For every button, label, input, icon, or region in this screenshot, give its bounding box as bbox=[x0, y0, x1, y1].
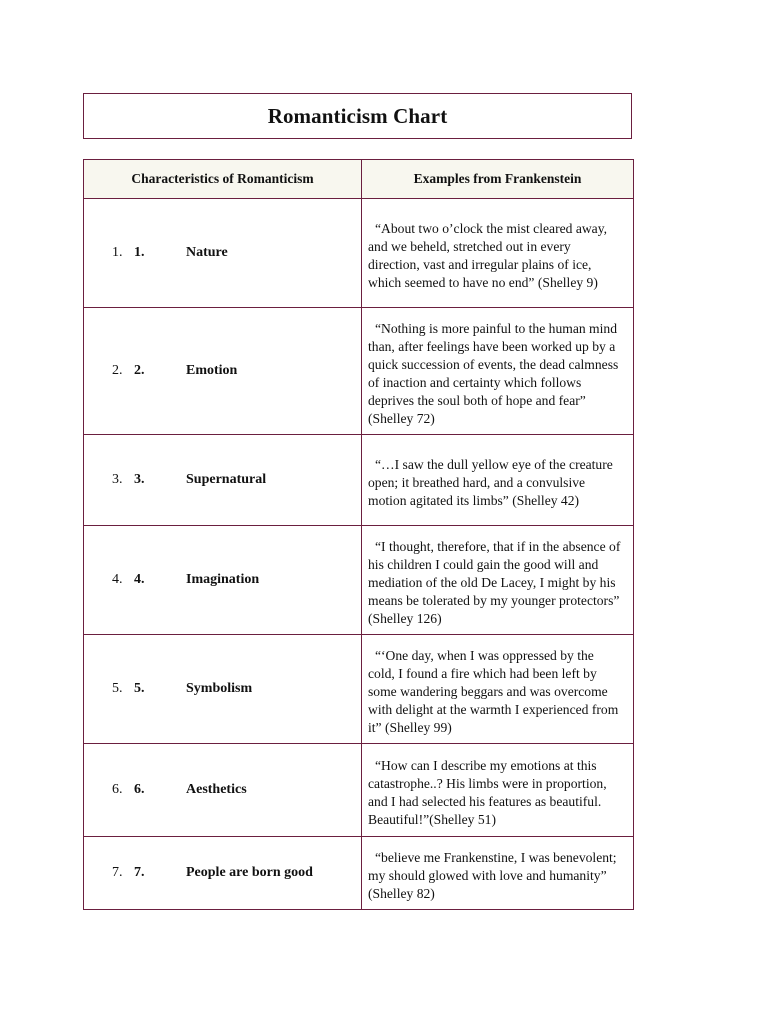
characteristic-cell bbox=[84, 526, 362, 635]
example-cell bbox=[362, 744, 634, 837]
characteristic-name: People are born good bbox=[186, 865, 313, 880]
table-row bbox=[84, 744, 634, 837]
example-cell bbox=[362, 635, 634, 744]
row-number: 3. bbox=[112, 472, 123, 487]
example-quote: “How can I describe my emotions at this catastrophe..? His limbs were in proportion, and I had selected his features as beautiful. Beautiful!”(Shelley 51) bbox=[368, 757, 607, 827]
row-number: 1. bbox=[112, 245, 123, 260]
example-quote: “…I saw the dull yellow eye of the creature open; it breathed hard, and a convulsive motion agitated its limbs” (Shelley 42) bbox=[368, 456, 613, 508]
row-number: 5. bbox=[112, 681, 123, 696]
table-row bbox=[84, 635, 634, 744]
romanticism-table bbox=[83, 159, 634, 910]
example-cell bbox=[362, 199, 634, 308]
characteristic-name: Supernatural bbox=[186, 472, 267, 487]
column-header-examples: Examples from Frankenstein bbox=[362, 160, 634, 199]
characteristic-cell bbox=[84, 837, 362, 910]
row-number-bold: 3. bbox=[134, 472, 145, 487]
page-title: Romanticism Chart bbox=[267, 103, 448, 128]
example-quote: “‘One day, when I was oppressed by the cold, I found a fire which had been left by some wandering beggars and was overcome with delight at the warmth I experienced from it” (Shelley 99) bbox=[368, 647, 619, 735]
table-row bbox=[84, 526, 634, 635]
characteristic-name: Nature bbox=[186, 245, 228, 260]
characteristic-name: Symbolism bbox=[186, 681, 253, 696]
characteristic-cell bbox=[84, 635, 362, 744]
example-cell bbox=[362, 526, 634, 635]
row-number-bold: 4. bbox=[134, 572, 145, 587]
example-quote: “I thought, therefore, that if in the absence of his children I could gain the good will and mediation of the old De Lacey, I might by his means be tolerated by my younger protectors” (Shelley 126) bbox=[368, 538, 621, 626]
column-header-characteristics: Characteristics of Romanticism bbox=[84, 160, 362, 199]
characteristic-cell bbox=[84, 308, 362, 435]
row-number-bold: 2. bbox=[134, 363, 145, 378]
example-quote: “Nothing is more painful to the human mind than, after feelings have been worked up by a quick succession of events, the dead calmness of inaction and certainty which follows deprives the soul both of hope and fear” (Shelley 72) bbox=[368, 320, 619, 426]
title-box bbox=[83, 93, 632, 139]
table-row bbox=[84, 837, 634, 910]
row-number-bold: 7. bbox=[134, 865, 145, 880]
row-number: 4. bbox=[112, 572, 123, 587]
characteristic-cell bbox=[84, 435, 362, 526]
example-cell bbox=[362, 308, 634, 435]
row-number: 6. bbox=[112, 782, 123, 797]
example-quote: “believe me Frankenstine, I was benevolent; my should glowed with love and humanity” (Shelley 82) bbox=[368, 849, 617, 901]
example-quote: “About two o’clock the mist cleared away, and we beheld, stretched out in every direction, vast and irregular plains of ice, which seemed to have no end” (Shelley 9) bbox=[368, 220, 608, 290]
example-cell bbox=[362, 837, 634, 910]
table-row bbox=[84, 199, 634, 308]
characteristic-cell bbox=[84, 744, 362, 837]
table-row bbox=[84, 308, 634, 435]
example-cell bbox=[362, 435, 634, 526]
characteristic-name: Aesthetics bbox=[186, 782, 247, 797]
row-number-bold: 5. bbox=[134, 681, 145, 696]
characteristic-cell bbox=[84, 199, 362, 308]
row-number-bold: 6. bbox=[134, 782, 145, 797]
characteristic-name: Emotion bbox=[186, 363, 238, 378]
table-header-row bbox=[84, 160, 634, 199]
row-number: 2. bbox=[112, 363, 123, 378]
table-row bbox=[84, 435, 634, 526]
row-number-bold: 1. bbox=[134, 245, 145, 260]
characteristic-name: Imagination bbox=[186, 572, 260, 587]
row-number: 7. bbox=[112, 865, 123, 880]
